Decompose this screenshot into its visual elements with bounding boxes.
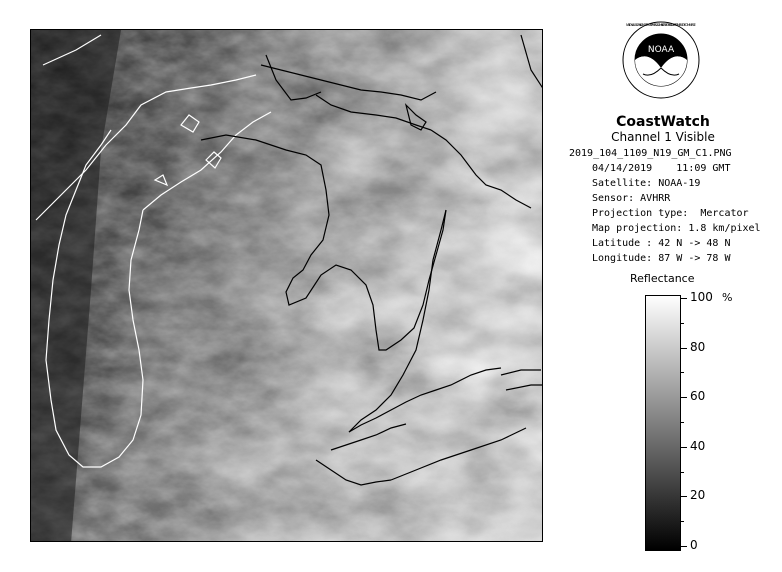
colorbar-title: Reflectance: [630, 272, 695, 285]
sensor-label: Sensor: AVHRR: [592, 193, 671, 204]
logo-center-text: NOAA: [647, 45, 675, 55]
colorbar-tick-mark: [681, 298, 687, 299]
colorbar-tick-label: 100: [690, 290, 713, 304]
colorbar-unit: %: [722, 291, 733, 304]
colorbar-minor-tick: [681, 521, 684, 522]
colorbar-tick-mark: [681, 447, 687, 448]
colorbar-tick-mark: [681, 397, 687, 398]
satellite-image-svg: [31, 30, 543, 542]
longitude-label: Longitude: 87 W -> 78 W: [592, 253, 731, 264]
colorbar-tick-mark: [681, 348, 687, 349]
colorbar-tick-mark: [681, 496, 687, 497]
resolution-label: Map projection: 1.8 km/pixel: [592, 223, 761, 234]
colorbar-tick-label: 20: [690, 488, 706, 503]
noaa-logo: [621, 20, 701, 110]
colorbar-tick-label: 80: [690, 339, 706, 354]
latitude-label: Latitude : 42 N -> 48 N: [592, 238, 731, 249]
filename-label: 2019_104_1109_N19_GM_C1.PNG: [569, 148, 732, 159]
colorbar-tick-label: 60: [690, 389, 706, 404]
colorbar-minor-tick: [681, 323, 684, 324]
satellite-label: Satellite: NOAA-19: [592, 178, 701, 189]
colorbar-minor-tick: [681, 422, 684, 423]
colorbar-minor-tick: [681, 472, 684, 473]
satellite-image-map: [30, 29, 543, 542]
noaa-logo-svg: [621, 20, 701, 110]
colorbar-tick-mark: [681, 546, 687, 547]
projection-label: Projection type: Mercator: [592, 208, 749, 219]
colorbar-tick-label: 40: [690, 438, 706, 453]
logo-ring-text: NATIONAL OCEANIC AND ATMOSPHERIC ADMINISTRATION · U.S. DEPARTMENT OF COMMERCE: [626, 23, 696, 27]
colorbar-minor-tick: [681, 372, 684, 373]
colorbar-tick-label: 0: [690, 538, 698, 552]
reflectance-colorbar: [645, 295, 681, 551]
datetime-label: 04/14/2019 11:09 GMT: [592, 163, 731, 174]
channel-title: Channel 1 Visible: [611, 130, 715, 144]
product-title: CoastWatch: [616, 114, 710, 130]
